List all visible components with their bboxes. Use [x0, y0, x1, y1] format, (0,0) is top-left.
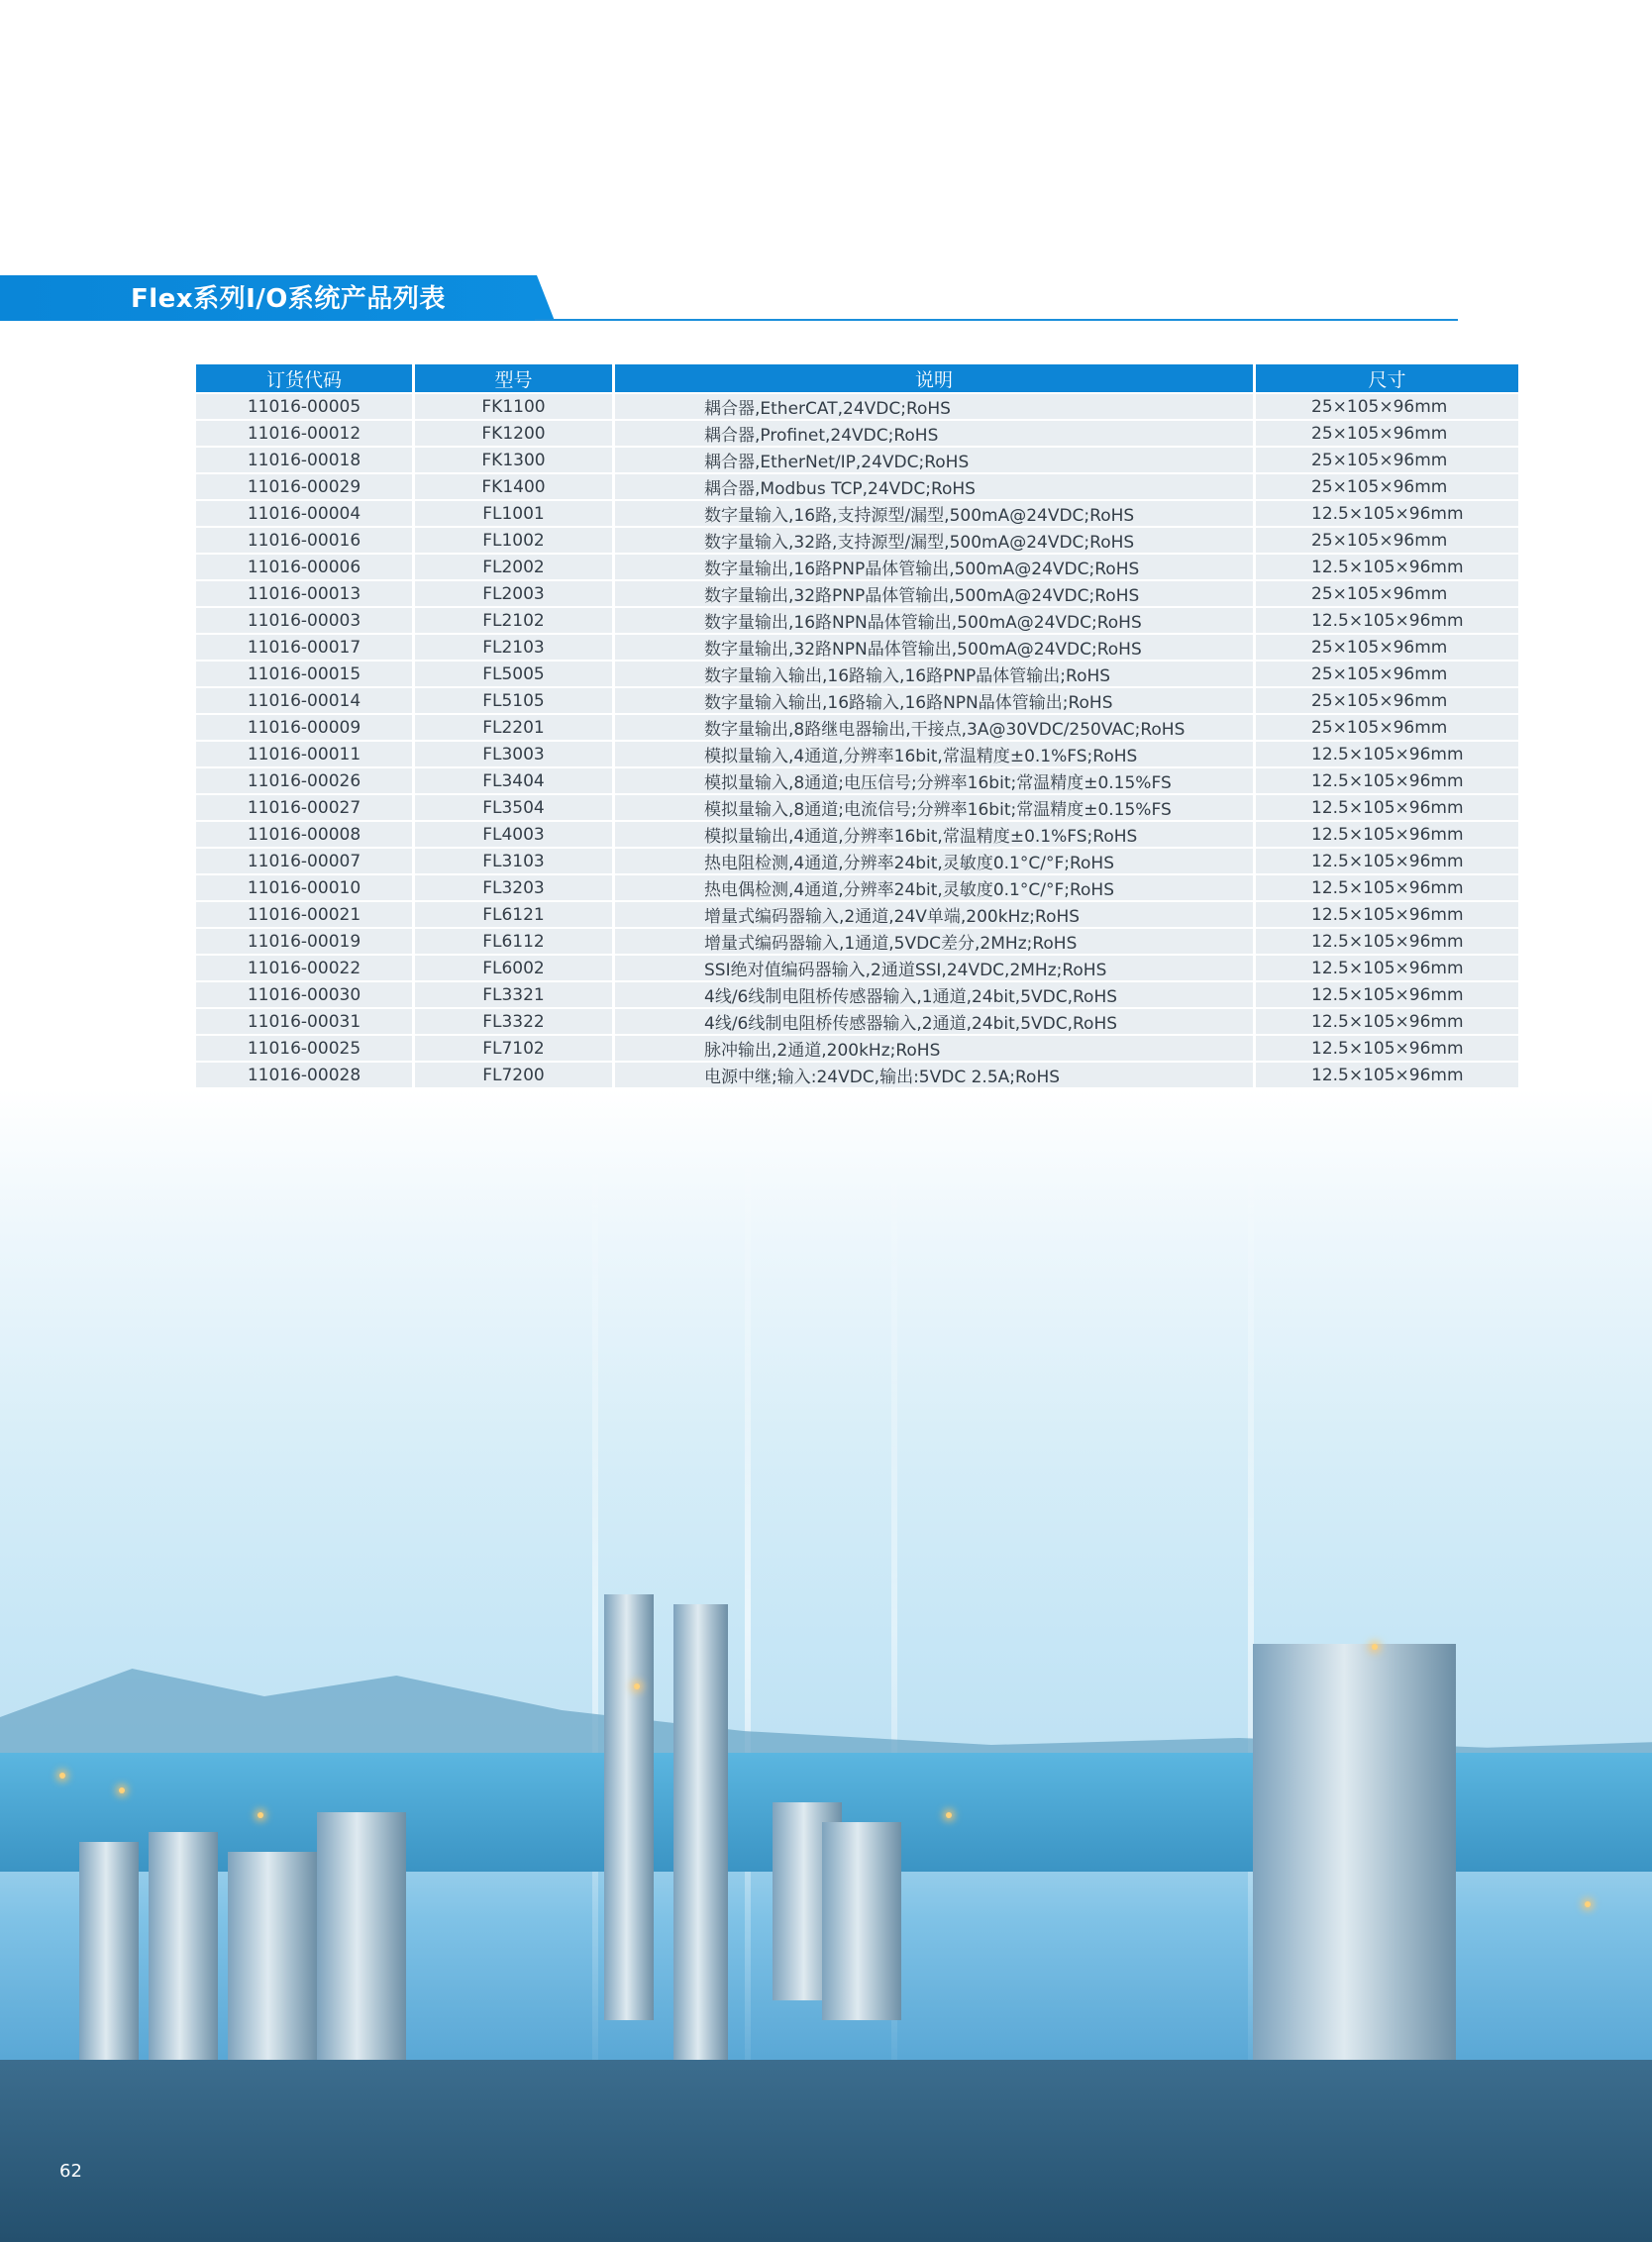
model-cell: FL2102	[415, 606, 615, 633]
ground-area	[0, 2060, 1652, 2242]
description-cell: 耦合器,Profinet,24VDC;RoHS	[615, 419, 1256, 446]
order-code-cell: 11016-00031	[196, 1007, 415, 1034]
model-cell: FL5005	[415, 660, 615, 686]
page-number: 62	[59, 2161, 82, 2182]
silo	[822, 1822, 901, 2020]
model-cell: FL3103	[415, 847, 615, 873]
dimensions-cell: 12.5×105×96mm	[1256, 499, 1518, 526]
description-cell: 增量式编码器输入,2通道,24V单端,200kHz;RoHS	[615, 900, 1256, 927]
description-cell: 耦合器,EtherCAT,24VDC;RoHS	[615, 392, 1256, 419]
dimensions-cell: 25×105×96mm	[1256, 472, 1518, 499]
light-beam	[745, 1129, 751, 2119]
model-cell: FL3321	[415, 980, 615, 1007]
light-dot	[119, 1787, 125, 1793]
description-cell: 数字量输出,16路PNP晶体管输出,500mA@24VDC;RoHS	[615, 553, 1256, 579]
table-row	[196, 713, 1518, 740]
dimensions-cell: 12.5×105×96mm	[1256, 740, 1518, 766]
dimensions-cell: 12.5×105×96mm	[1256, 793, 1518, 820]
order-code-cell: 11016-00027	[196, 793, 415, 820]
dimensions-cell: 25×105×96mm	[1256, 392, 1518, 419]
model-cell: FL6002	[415, 954, 615, 980]
table-row	[196, 579, 1518, 606]
model-cell: FK1300	[415, 446, 615, 472]
dimensions-cell: 12.5×105×96mm	[1256, 1061, 1518, 1087]
table-row	[196, 633, 1518, 660]
dimensions-cell: 12.5×105×96mm	[1256, 847, 1518, 873]
table-row	[196, 927, 1518, 954]
description-cell: 数字量输出,32路PNP晶体管输出,500mA@24VDC;RoHS	[615, 579, 1256, 606]
silo	[317, 1812, 406, 2099]
order-code-cell: 11016-00030	[196, 980, 415, 1007]
light-dot	[946, 1812, 952, 1818]
order-code-cell: 11016-00017	[196, 633, 415, 660]
description-cell: 电源中继;输入:24VDC,输出:5VDC 2.5A;RoHS	[615, 1061, 1256, 1087]
order-code-cell: 11016-00015	[196, 660, 415, 686]
table-row	[196, 553, 1518, 579]
tower	[604, 1594, 654, 2020]
description-cell: 数字量输出,32路NPN晶体管输出,500mA@24VDC;RoHS	[615, 633, 1256, 660]
model-cell: FK1100	[415, 392, 615, 419]
header-model: 型号	[415, 364, 615, 392]
header-order-code: 订货代码	[196, 364, 415, 392]
light-dot	[1585, 1901, 1591, 1907]
dimensions-cell: 12.5×105×96mm	[1256, 766, 1518, 793]
model-cell: FL6121	[415, 900, 615, 927]
order-code-cell: 11016-00018	[196, 446, 415, 472]
order-code-cell: 11016-00009	[196, 713, 415, 740]
dimensions-cell: 25×105×96mm	[1256, 713, 1518, 740]
product-table-container	[196, 364, 1518, 1141]
model-cell: FK1200	[415, 419, 615, 446]
dimensions-cell: 12.5×105×96mm	[1256, 873, 1518, 900]
model-cell: FK1400	[415, 472, 615, 499]
dimensions-cell: 12.5×105×96mm	[1256, 553, 1518, 579]
model-cell: FL3322	[415, 1007, 615, 1034]
table-row	[196, 419, 1518, 446]
dimensions-cell: 25×105×96mm	[1256, 633, 1518, 660]
model-cell: FL3504	[415, 793, 615, 820]
order-code-cell: 11016-00025	[196, 1034, 415, 1061]
table-body	[196, 392, 1518, 1141]
table-row	[196, 766, 1518, 793]
dimensions-cell: 25×105×96mm	[1256, 446, 1518, 472]
light-dot	[634, 1683, 640, 1689]
description-cell: 模拟量输入,4通道,分辨率16bit,常温精度±0.1%FS;RoHS	[615, 740, 1256, 766]
dimensions-cell: 12.5×105×96mm	[1256, 820, 1518, 847]
table-row	[196, 686, 1518, 713]
description-cell: 数字量输出,8路继电器输出,干接点,3A@30VDC/250VAC;RoHS	[615, 713, 1256, 740]
order-code-cell: 11016-00010	[196, 873, 415, 900]
dimensions-cell: 25×105×96mm	[1256, 526, 1518, 553]
model-cell: FL2002	[415, 553, 615, 579]
table-row	[196, 660, 1518, 686]
light-dot	[1372, 1644, 1378, 1650]
table-row	[196, 820, 1518, 847]
model-cell: FL2103	[415, 633, 615, 660]
silo	[1253, 1644, 1456, 2080]
table-row	[196, 606, 1518, 633]
dimensions-cell: 12.5×105×96mm	[1256, 606, 1518, 633]
table-header-row	[196, 364, 1518, 392]
description-cell: SSI绝对值编码器输入,2通道SSI,24VDC,2MHz;RoHS	[615, 954, 1256, 980]
order-code-cell: 11016-00014	[196, 686, 415, 713]
order-code-cell: 11016-00016	[196, 526, 415, 553]
page-title: Flex系列I/O系统产品列表	[131, 284, 446, 314]
order-code-cell: 11016-00012	[196, 419, 415, 446]
table-row	[196, 847, 1518, 873]
model-cell: FL3203	[415, 873, 615, 900]
dimensions-cell: 12.5×105×96mm	[1256, 900, 1518, 927]
order-code-cell: 11016-00005	[196, 392, 415, 419]
order-code-cell: 11016-00004	[196, 499, 415, 526]
table-row	[196, 1061, 1518, 1087]
table-row	[196, 980, 1518, 1007]
order-code-cell: 11016-00019	[196, 927, 415, 954]
description-cell: 数字量输入输出,16路输入,16路PNP晶体管输出;RoHS	[615, 660, 1256, 686]
dimensions-cell: 25×105×96mm	[1256, 419, 1518, 446]
table-row	[196, 873, 1518, 900]
dimensions-cell: 12.5×105×96mm	[1256, 927, 1518, 954]
table-row	[196, 954, 1518, 980]
description-cell: 耦合器,EtherNet/IP,24VDC;RoHS	[615, 446, 1256, 472]
order-code-cell: 11016-00021	[196, 900, 415, 927]
light-dot	[258, 1812, 263, 1818]
description-cell: 模拟量输入,8通道;电压信号;分辨率16bit;常温精度±0.15%FS	[615, 766, 1256, 793]
description-cell: 模拟量输入,8通道;电流信号;分辨率16bit;常温精度±0.15%FS	[615, 793, 1256, 820]
table-row	[196, 793, 1518, 820]
dimensions-cell: 12.5×105×96mm	[1256, 1007, 1518, 1034]
light-beam	[592, 1129, 598, 2119]
order-code-cell: 11016-00022	[196, 954, 415, 980]
table-row	[196, 1007, 1518, 1034]
description-cell: 数字量输入输出,16路输入,16路NPN晶体管输出;RoHS	[615, 686, 1256, 713]
order-code-cell: 11016-00026	[196, 766, 415, 793]
model-cell: FL2201	[415, 713, 615, 740]
table-row	[196, 900, 1518, 927]
order-code-cell: 11016-00011	[196, 740, 415, 766]
dimensions-cell: 12.5×105×96mm	[1256, 980, 1518, 1007]
order-code-cell: 11016-00028	[196, 1061, 415, 1087]
model-cell: FL1001	[415, 499, 615, 526]
header-dimensions: 尺寸	[1256, 364, 1518, 392]
model-cell: FL3404	[415, 766, 615, 793]
order-code-cell: 11016-00029	[196, 472, 415, 499]
table-row	[196, 472, 1518, 499]
dimensions-cell: 25×105×96mm	[1256, 579, 1518, 606]
description-cell: 数字量输入,16路,支持源型/漏型,500mA@24VDC;RoHS	[615, 499, 1256, 526]
description-cell: 模拟量输出,4通道,分辨率16bit,常温精度±0.1%FS;RoHS	[615, 820, 1256, 847]
table-row	[196, 740, 1518, 766]
dimensions-cell: 25×105×96mm	[1256, 660, 1518, 686]
model-cell: FL4003	[415, 820, 615, 847]
table-row	[196, 392, 1518, 419]
description-cell: 增量式编码器输入,1通道,5VDC差分,2MHz;RoHS	[615, 927, 1256, 954]
model-cell: FL7102	[415, 1034, 615, 1061]
dimensions-cell: 12.5×105×96mm	[1256, 954, 1518, 980]
title-underline	[535, 319, 1458, 321]
order-code-cell: 11016-00013	[196, 579, 415, 606]
description-cell: 热电阻检测,4通道,分辨率24bit,灵敏度0.1°C/°F;RoHS	[615, 847, 1256, 873]
model-cell: FL6112	[415, 927, 615, 954]
product-table	[196, 364, 1518, 1141]
order-code-cell: 11016-00006	[196, 553, 415, 579]
order-code-cell: 11016-00003	[196, 606, 415, 633]
description-cell: 4线/6线制电阻桥传感器输入,2通道,24bit,5VDC,RoHS	[615, 1007, 1256, 1034]
description-cell: 数字量输入,32路,支持源型/漏型,500mA@24VDC;RoHS	[615, 526, 1256, 553]
model-cell: FL2003	[415, 579, 615, 606]
description-cell: 4线/6线制电阻桥传感器输入,1通道,24bit,5VDC,RoHS	[615, 980, 1256, 1007]
model-cell: FL5105	[415, 686, 615, 713]
dimensions-cell: 12.5×105×96mm	[1256, 1034, 1518, 1061]
header-description: 说明	[615, 364, 1256, 392]
order-code-cell: 11016-00007	[196, 847, 415, 873]
description-cell: 数字量输出,16路NPN晶体管输出,500mA@24VDC;RoHS	[615, 606, 1256, 633]
description-cell: 热电偶检测,4通道,分辨率24bit,灵敏度0.1°C/°F;RoHS	[615, 873, 1256, 900]
model-cell: FL1002	[415, 526, 615, 553]
model-cell: FL7200	[415, 1061, 615, 1087]
model-cell: FL3003	[415, 740, 615, 766]
table-row	[196, 526, 1518, 553]
dimensions-cell: 25×105×96mm	[1256, 686, 1518, 713]
light-dot	[59, 1773, 65, 1779]
table-row	[196, 446, 1518, 472]
description-cell: 耦合器,Modbus TCP,24VDC;RoHS	[615, 472, 1256, 499]
order-code-cell: 11016-00008	[196, 820, 415, 847]
table-row	[196, 499, 1518, 526]
table-row	[196, 1034, 1518, 1061]
description-cell: 脉冲输出,2通道,200kHz;RoHS	[615, 1034, 1256, 1061]
